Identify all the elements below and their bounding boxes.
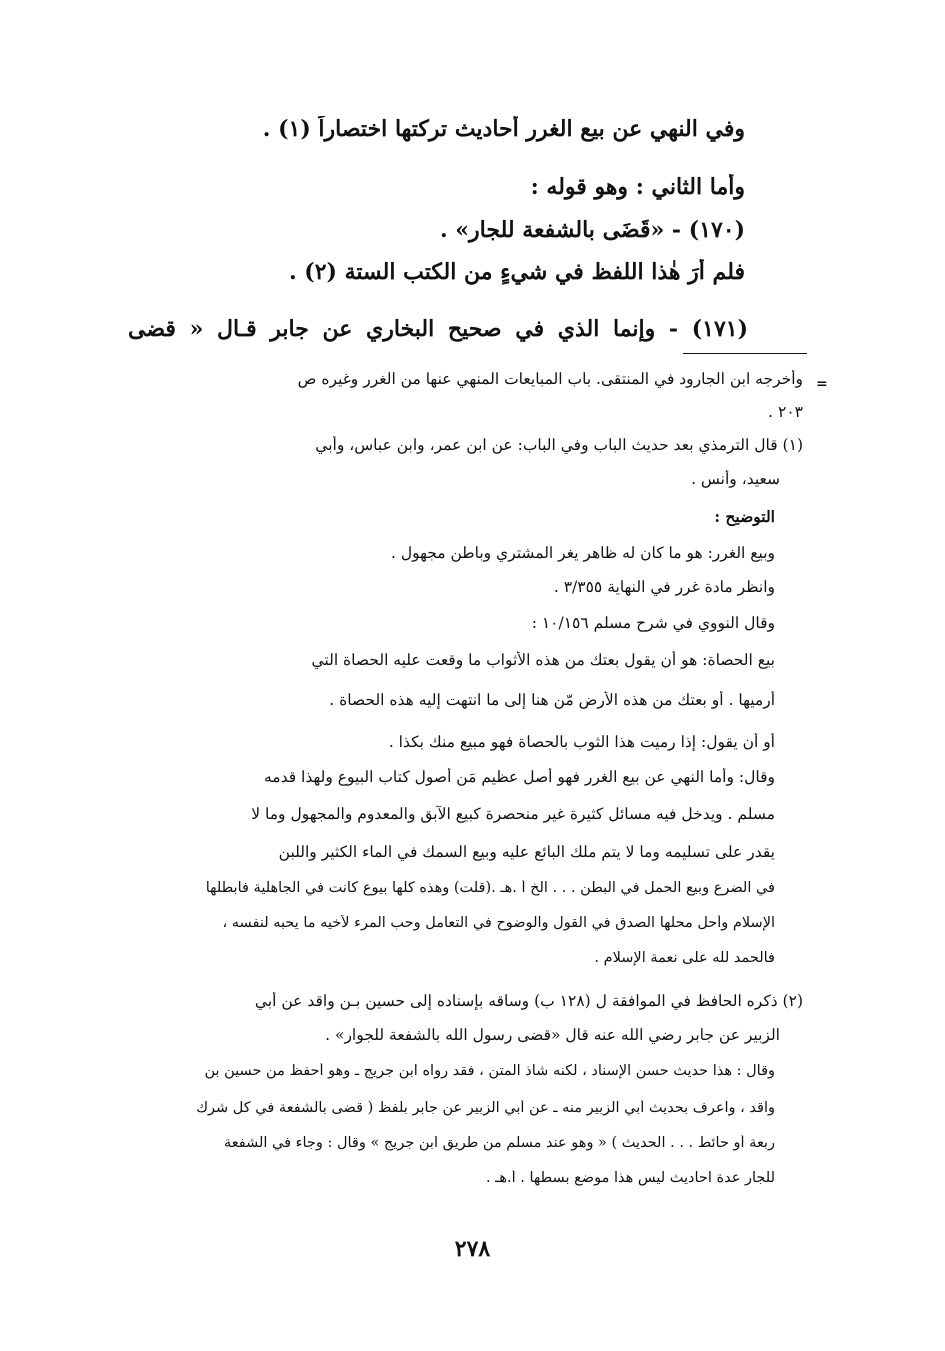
footnote-line: (١) قال الترمذي بعد حديث الباب وفي الباب: عن ابن عمر، وابن عباس، وأبي [315,436,803,454]
footnote-line: وقال : هذا حديث حسن الإسناد ، لكنه شاذ المتن ، فقد رواه ابن جريج ـ وهو أحفظ من حسين بن [204,1063,775,1079]
footnote-line: (٢) ذكره الحافظ في الموافقة ل (١٢٨ ب) وساقه بإسناده إلى حسين بـن واقد عن أبي [254,992,803,1010]
footnote-line: وبيع الغرر: هو ما كان له ظاهر يغر المشتري وباطن مجهول . [390,544,775,562]
footnote-line: بيع الحصاة: هو أن يقول بعتك من هذه الأثواب ما وقعت عليه الحصاة التي [311,651,775,669]
main-text-line: وفي النهي عن بيع الغرر أحاديث تركتها اختصاراً (١) . [262,116,745,142]
footnote-line: فالحمد لله على نعمة الإسلام . [594,950,775,966]
footnote-line: يقدر على تسليمه وما لا يتم ملك البائع عليه وبيع السمك في الماء الكثير واللبن [278,843,775,861]
main-text-line: (١٧١) - وإنما الذي في صحيح البخاري عن جابر قـال « قضى [128,316,748,342]
footnote-line: وانظر مادة غرر في النهاية ٣/٣٥٥ . [553,578,775,596]
main-text-line: فلم أرَ هٰذا اللفظ في شيءٍ من الكتب الستة (٢) . [288,259,745,285]
footnote-line: وقال النووي في شرح مسلم ١٠/١٥٦ : [531,614,775,632]
footnote-line: أرميها . أو بعتك من هذه الأرض مّن هنا إلى ما انتهت إليه هذه الحصاة . [329,691,775,709]
main-text-line: وأما الثاني : وهو قوله : [530,174,745,200]
footnote-heading: التوضيح : [714,508,775,526]
footnote-line: وأخرجه ابن الجارود في المنتقى. باب المبايعات المنهي عنها من الغرر وغيره ص [297,370,803,388]
footnote-line: الزبير عن جابر رضي الله عنه قال «قضى رسول الله بالشفعة للجوار» . [325,1026,780,1044]
footnote-line: مسلم . ويدخل فيه مسائل كثيرة غير منحصرة كبيع الآبق والمعدوم والمجهول وما لا [251,805,775,823]
main-text-line: (١٧٠) - «قَضَى بالشفعة للجار» . [439,217,745,243]
footnote-line: للجار عدة احاديث ليس هذا موضع بسطها . أ.هـ . [485,1170,775,1186]
page-number: ٢٧٨ [454,1236,491,1262]
continuation-mark: = [816,376,828,392]
footnote-line: ٢٠٣ . [768,403,803,421]
footnote-line: وقال: وأما النهي عن بيع الغرر فهو أصل عظيم مَن أصول كتاب البيوع ولهذا قدمه [263,768,775,786]
footnote-line: في الضرع وبيع الحمل في البطن . . . الخ أ .هـ .(قلت) وهذه كلها بيوع كانت في الجاهلية فابطلها [205,880,775,896]
footnote-line: واقد ، واعرف بحديث أبي الزبير منه ـ عن أبي الزبير عن جابر بلفظ ( قضى بالشفعة في كل شرك [196,1100,775,1116]
footnote-line: الإسلام وأحل محلها الصدق في القول والوضوح في التعامل وحب المرء لأخيه ما يحبه لنفسه ، [222,915,775,931]
footnote-line: سعيد، وأنس . [691,470,780,488]
footnote-separator [683,353,807,354]
footnote-line: أو أن يقول: إذا رميت هذا الثوب بالحصاة فهو مبيع منك بكذا . [388,733,775,751]
footnote-line: ربعة أو حائط . . . الحديث ) « وهو عند مسلم من طريق ابن جريج » وقال : وجاء في الشفعة [223,1135,775,1151]
